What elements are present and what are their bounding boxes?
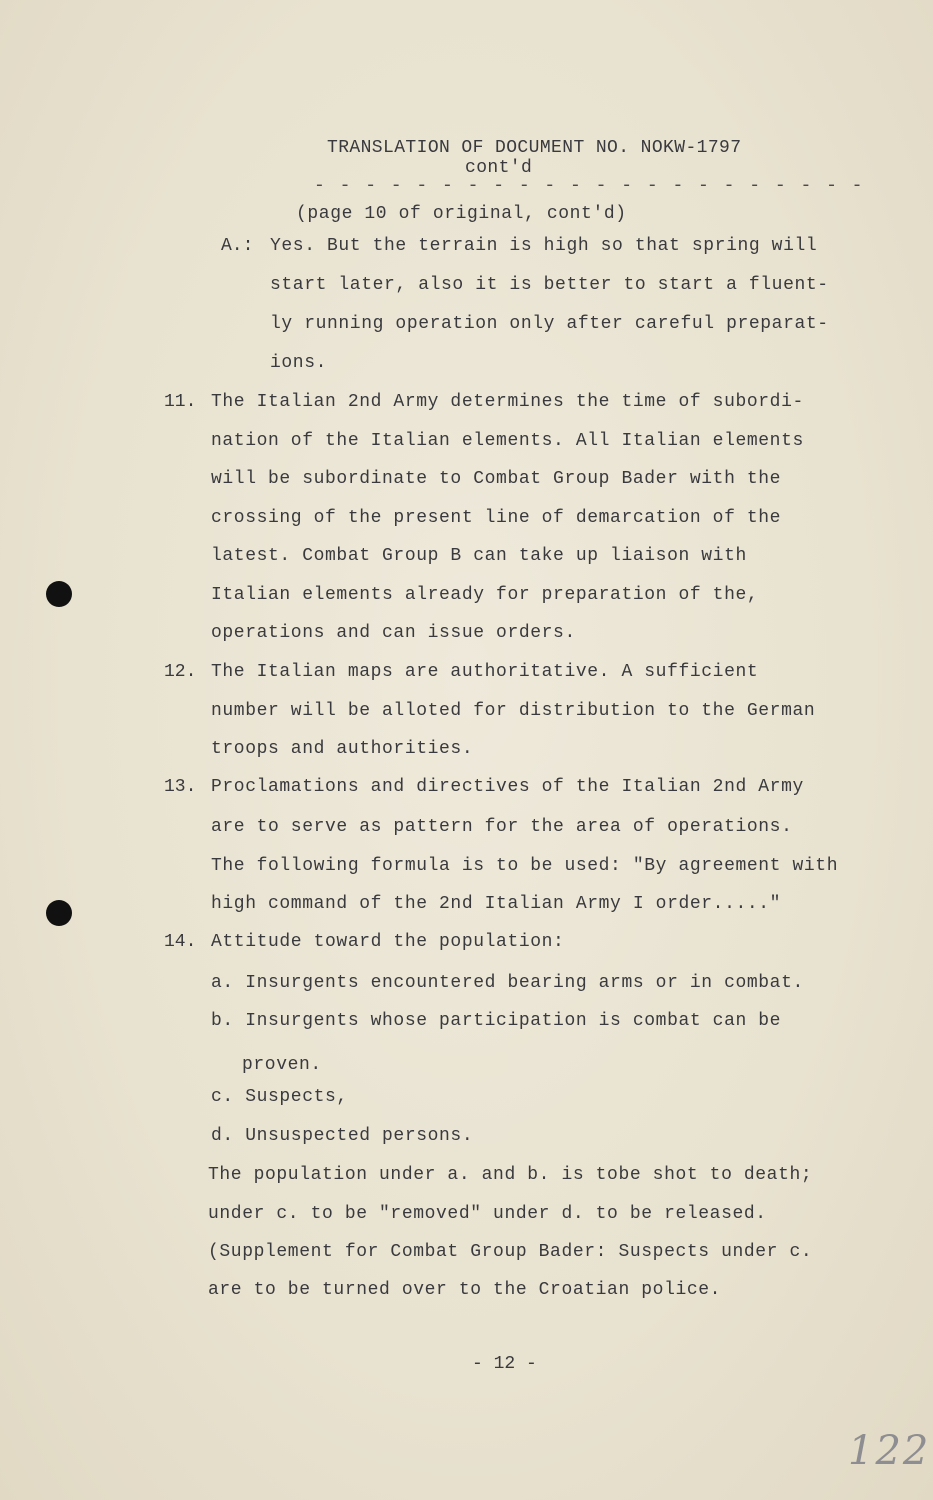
item-13-line: The following formula is to be used: "By agreement with: [211, 856, 839, 876]
item-number-13: 13.: [164, 777, 197, 797]
closing-line: under c. to be "removed" under d. to be released.: [208, 1204, 767, 1224]
header-divider: - - - - - - - - - - - - - - - - - - - - - -: [314, 176, 865, 196]
punch-hole-top: [46, 581, 72, 607]
item-11-line: operations and can issue orders.: [211, 623, 576, 643]
page-number: - 12 -: [472, 1354, 537, 1374]
item-number-12: 12.: [164, 662, 197, 682]
answer-line: start later, also it is better to start a fluent-: [270, 275, 829, 295]
item-11-line: will be subordinate to Combat Group Bader with the: [211, 469, 782, 489]
item-12-line: The Italian maps are authoritative. A sufficient: [211, 662, 759, 682]
item-number-14: 14.: [164, 932, 197, 952]
sub-item-a: a. Insurgents encountered bearing arms or in combat.: [211, 973, 804, 993]
item-11-line: Italian elements already for preparation of the,: [211, 585, 759, 605]
closing-line: The population under a. and b. is tobe shot to death;: [208, 1165, 813, 1185]
item-13-line: Proclamations and directives of the Italian 2nd Army: [211, 777, 804, 797]
sub-item-b-continued: proven.: [242, 1055, 322, 1075]
handwritten-page-number: 122: [848, 1428, 931, 1474]
item-13-line: high command of the 2nd Italian Army I order.....": [211, 894, 782, 914]
item-11-line: nation of the Italian elements. All Italian elements: [211, 431, 804, 451]
item-14-line: Attitude toward the population:: [211, 932, 565, 952]
closing-line: (Supplement for Combat Group Bader: Suspects under c.: [208, 1242, 813, 1262]
sub-item-c: c. Suspects,: [211, 1087, 348, 1107]
punch-hole-bottom: [46, 900, 72, 926]
sub-item-b: b. Insurgents whose participation is combat can be: [211, 1011, 782, 1031]
item-number-11: 11.: [164, 392, 197, 412]
item-12-line: number will be alloted for distribution to the German: [211, 701, 816, 721]
document-title: TRANSLATION OF DOCUMENT NO. NOKW-1797: [327, 138, 742, 158]
closing-line: are to be turned over to the Croatian police.: [208, 1280, 722, 1300]
answer-line: ly running operation only after careful preparat-: [270, 314, 829, 334]
sub-item-d: d. Unsuspected persons.: [211, 1126, 474, 1146]
page-reference: (page 10 of original, cont'd): [296, 204, 627, 224]
item-13-line: are to serve as pattern for the area of operations.: [211, 817, 793, 837]
answer-prefix: A.:: [221, 236, 254, 256]
document-subtitle: cont'd: [465, 158, 533, 178]
item-11-line: crossing of the present line of demarcation of the: [211, 508, 782, 528]
answer-line: Yes. But the terrain is high so that spring will: [270, 236, 818, 256]
item-11-line: latest. Combat Group B can take up liaison with: [211, 546, 747, 566]
answer-line: ions.: [270, 353, 328, 373]
item-12-line: troops and authorities.: [211, 739, 474, 759]
item-11-line: The Italian 2nd Army determines the time of subordi-: [211, 392, 804, 412]
